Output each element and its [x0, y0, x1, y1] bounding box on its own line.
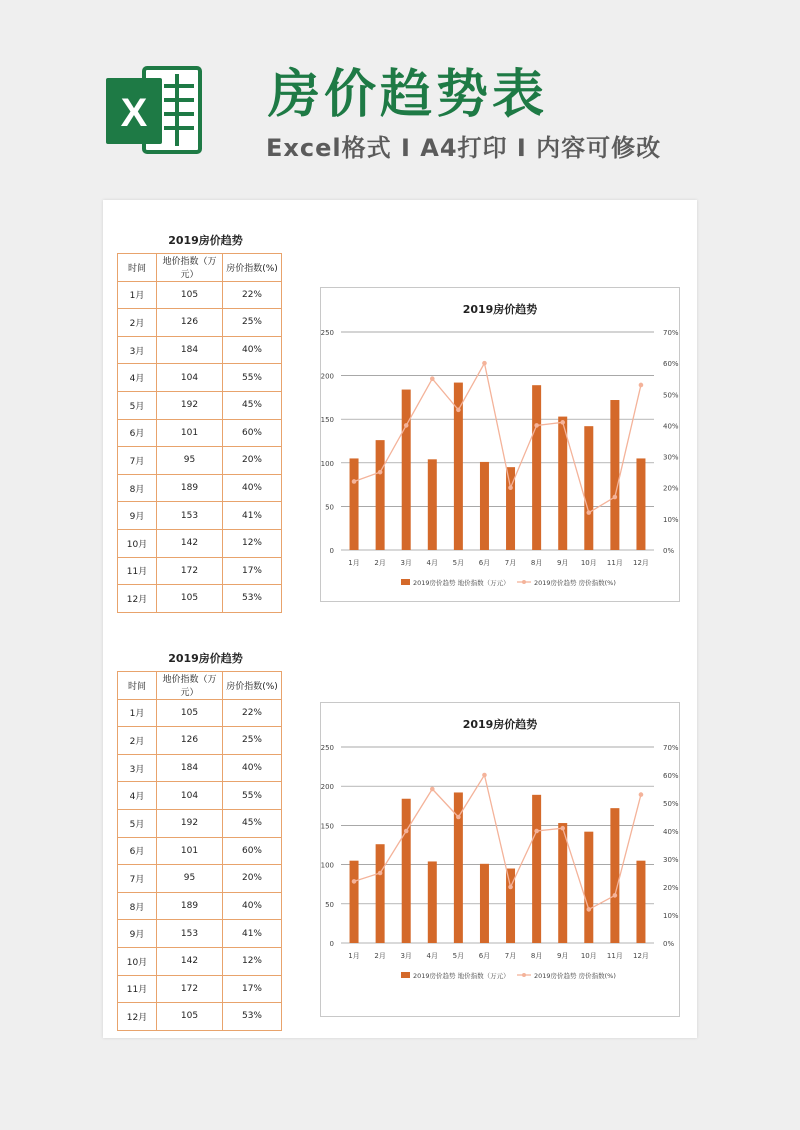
table-cell: 105: [157, 699, 223, 727]
y-right-tick-label: 70%: [663, 329, 679, 337]
bar: [558, 417, 567, 550]
page-subtitle: Excel格式 Ι A4打印 Ι 内容可修改: [266, 134, 662, 162]
bar: [584, 832, 593, 943]
table-cell: 4月: [118, 782, 157, 810]
table-cell: 95: [157, 865, 223, 893]
legend-line-marker: [522, 973, 526, 977]
table-row: [118, 1003, 282, 1031]
y-left-tick-label: 0: [329, 940, 334, 948]
document-sheet: [103, 200, 697, 1038]
x-tick-label: 6月: [478, 952, 491, 960]
table-cell: 3月: [118, 336, 157, 364]
bar: [428, 459, 437, 550]
bar: [402, 390, 411, 550]
x-tick-label: 8月: [530, 952, 543, 960]
x-tick-label: 11月: [606, 952, 623, 960]
table-cell: 5月: [118, 809, 157, 837]
table-header-cell: 房价指数(%): [223, 672, 282, 700]
x-tick-label: 11月: [606, 559, 623, 567]
table-cell: 9月: [118, 920, 157, 948]
table-row: [118, 837, 282, 865]
line-point: [482, 773, 487, 778]
x-tick-label: 3月: [400, 559, 412, 567]
table-cell: 7月: [118, 447, 157, 475]
x-tick-label: 4月: [426, 952, 439, 960]
y-right-tick-label: 30%: [663, 856, 679, 864]
table-cell: 1月: [118, 699, 157, 727]
header: [0, 0, 800, 180]
line-point: [586, 907, 591, 912]
legend-label: 2019房价趋势 房价指数(%): [534, 972, 616, 980]
table-cell: 45%: [223, 391, 282, 419]
table-cell: 142: [157, 947, 223, 975]
x-tick-label: 2月: [374, 559, 386, 567]
trend-block-2: [103, 616, 697, 1036]
line-point: [508, 885, 513, 890]
y-left-tick-label: 200: [321, 783, 334, 792]
table-cell: 126: [157, 727, 223, 755]
x-tick-label: 9月: [556, 952, 569, 960]
table-cell: 7月: [118, 865, 157, 893]
page-title: 房价趋势表: [268, 65, 549, 125]
table-cell: 12月: [118, 1003, 157, 1031]
line-point: [378, 470, 383, 475]
table-row: [118, 474, 282, 502]
table-row: [118, 699, 282, 727]
table-row: [118, 754, 282, 782]
table-row: [118, 809, 282, 837]
line-point: [404, 423, 409, 428]
table-cell: 8月: [118, 892, 157, 920]
table-cell: 45%: [223, 809, 282, 837]
table-cell: 105: [157, 281, 223, 309]
y-right-tick-label: 0%: [663, 547, 675, 555]
series-line: [354, 775, 641, 909]
trend-block-1: [103, 200, 697, 620]
table-cell: 192: [157, 391, 223, 419]
table-cell: 25%: [223, 727, 282, 755]
table-cell: 41%: [223, 920, 282, 948]
x-tick-label: 10月: [580, 952, 597, 960]
table-cell: 126: [157, 309, 223, 337]
legend-label: 2019房价趋势 地价指数（万元）: [413, 579, 510, 587]
legend-bar-swatch: [401, 972, 410, 978]
table-cell: 20%: [223, 865, 282, 893]
y-left-tick-label: 150: [321, 416, 334, 425]
table-cell: 101: [157, 419, 223, 447]
y-left-tick-label: 250: [321, 329, 334, 337]
table-cell: 12%: [223, 947, 282, 975]
table-title: 2019房价趋势: [168, 234, 243, 247]
table-header-cell: 地价指数（万元）: [157, 672, 223, 700]
table-row: [118, 975, 282, 1003]
y-left-tick-label: 50: [325, 900, 334, 909]
bar: [584, 426, 593, 550]
table-row: [118, 947, 282, 975]
table-cell: 2月: [118, 309, 157, 337]
table-cell: 104: [157, 364, 223, 392]
table-cell: 53%: [223, 585, 282, 613]
table-cell: 6月: [118, 837, 157, 865]
table-cell: 40%: [223, 474, 282, 502]
table-cell: 105: [157, 585, 223, 613]
x-tick-label: 4月: [426, 559, 439, 567]
table-cell: 17%: [223, 975, 282, 1003]
table-cell: 6月: [118, 419, 157, 447]
bar: [350, 861, 359, 943]
table-cell: 101: [157, 837, 223, 865]
y-left-tick-label: 50: [325, 503, 334, 512]
x-tick-label: 7月: [504, 559, 517, 567]
excel-logo-icon: [104, 60, 206, 160]
table-cell: 1月: [118, 281, 157, 309]
table-row: [118, 309, 282, 337]
price-table: [117, 253, 282, 613]
line-point: [352, 479, 357, 484]
table-cell: 172: [157, 557, 223, 585]
table-cell: 12%: [223, 529, 282, 557]
table-cell: 55%: [223, 782, 282, 810]
line-point: [378, 871, 383, 876]
table-header-row: [118, 672, 282, 700]
line-point: [430, 787, 435, 792]
line-point: [456, 815, 461, 820]
table-cell: 41%: [223, 502, 282, 530]
y-right-tick-label: 60%: [663, 360, 679, 369]
table-cell: 189: [157, 892, 223, 920]
table-cell: 53%: [223, 1003, 282, 1031]
x-tick-label: 8月: [530, 559, 543, 567]
x-tick-label: 7月: [504, 952, 517, 960]
table-row: [118, 391, 282, 419]
bar: [428, 861, 437, 943]
line-point: [586, 510, 591, 515]
x-tick-label: 12月: [632, 952, 649, 960]
y-right-tick-label: 40%: [663, 422, 679, 431]
y-left-tick-label: 100: [321, 459, 334, 468]
table-row: [118, 585, 282, 613]
table-row: [118, 447, 282, 475]
table-row: [118, 727, 282, 755]
table-header-cell: 时间: [118, 672, 157, 700]
y-right-tick-label: 30%: [663, 453, 679, 462]
table-cell: 10月: [118, 947, 157, 975]
table-cell: 172: [157, 975, 223, 1003]
bar: [636, 458, 645, 550]
table-cell: 95: [157, 447, 223, 475]
line-point: [560, 420, 565, 425]
table-cell: 3月: [118, 754, 157, 782]
table-cell: 2月: [118, 727, 157, 755]
table-row: [118, 865, 282, 893]
legend-label: 2019房价趋势 地价指数（万元）: [413, 972, 510, 980]
bar: [402, 799, 411, 943]
table-row: [118, 281, 282, 309]
x-tick-label: 10月: [580, 559, 597, 567]
y-right-tick-label: 70%: [663, 744, 679, 752]
line-point: [352, 879, 357, 884]
table-cell: 4月: [118, 364, 157, 392]
table-cell: 9月: [118, 502, 157, 530]
line-point: [639, 383, 644, 388]
y-left-tick-label: 150: [321, 822, 334, 831]
chart-title: 2019房价趋势: [462, 718, 538, 731]
line-point: [639, 792, 644, 797]
legend-label: 2019房价趋势 房价指数(%): [534, 579, 616, 587]
table-cell: 11月: [118, 975, 157, 1003]
line-point: [404, 829, 409, 834]
table-row: [118, 920, 282, 948]
bar: [480, 864, 489, 943]
table-cell: 12月: [118, 585, 157, 613]
price-table: [117, 671, 282, 1031]
x-tick-label: 6月: [478, 559, 491, 567]
line-point: [534, 829, 539, 834]
y-left-tick-label: 250: [321, 744, 334, 752]
chart-title: 2019房价趋势: [462, 303, 538, 316]
y-left-tick-label: 200: [321, 372, 334, 381]
legend-bar-swatch: [401, 579, 410, 585]
series-line: [354, 363, 641, 512]
legend-line-marker: [522, 580, 526, 584]
bar: [610, 400, 619, 550]
table-header-cell: 时间: [118, 254, 157, 282]
table-cell: 22%: [223, 699, 282, 727]
bar: [350, 458, 359, 550]
line-point: [613, 893, 618, 898]
x-tick-label: 2月: [374, 952, 386, 960]
x-tick-label: 1月: [348, 559, 360, 567]
combo-chart: [321, 288, 679, 601]
table-cell: 184: [157, 336, 223, 364]
table-header-row: [118, 254, 282, 282]
y-left-tick-label: 0: [329, 547, 334, 555]
table-cell: 192: [157, 809, 223, 837]
table-cell: 11月: [118, 557, 157, 585]
line-point: [613, 495, 618, 500]
bar: [532, 795, 541, 943]
table-cell: 17%: [223, 557, 282, 585]
table-cell: 20%: [223, 447, 282, 475]
table-cell: 55%: [223, 364, 282, 392]
x-tick-label: 5月: [452, 952, 465, 960]
line-point: [482, 361, 487, 366]
x-tick-label: 9月: [556, 559, 569, 567]
table-row: [118, 892, 282, 920]
y-right-tick-label: 10%: [663, 515, 679, 524]
x-tick-label: 5月: [452, 559, 465, 567]
y-right-tick-label: 20%: [663, 884, 679, 892]
table-row: [118, 557, 282, 585]
table-row: [118, 529, 282, 557]
table-row: [118, 364, 282, 392]
x-tick-label: 3月: [400, 952, 412, 960]
table-cell: 153: [157, 502, 223, 530]
table-cell: 184: [157, 754, 223, 782]
table-cell: 153: [157, 920, 223, 948]
y-right-tick-label: 20%: [663, 484, 679, 493]
table-row: [118, 782, 282, 810]
bar: [636, 861, 645, 943]
bar: [376, 844, 385, 943]
table-cell: 25%: [223, 309, 282, 337]
table-cell: 60%: [223, 837, 282, 865]
bar: [610, 808, 619, 943]
table-row: [118, 336, 282, 364]
line-point: [456, 408, 461, 413]
y-right-tick-label: 50%: [663, 800, 679, 808]
table-cell: 40%: [223, 754, 282, 782]
line-point: [560, 826, 565, 831]
bar: [376, 440, 385, 550]
excel-logo-letter: X: [120, 91, 148, 135]
combo-chart: [321, 703, 679, 999]
x-tick-label: 12月: [632, 559, 649, 567]
table-cell: 60%: [223, 419, 282, 447]
table-cell: 189: [157, 474, 223, 502]
y-left-tick-label: 100: [321, 861, 334, 870]
bar: [480, 462, 489, 550]
table-row: [118, 502, 282, 530]
y-right-tick-label: 40%: [663, 828, 679, 836]
table-header-cell: 房价指数(%): [223, 254, 282, 282]
y-right-tick-label: 0%: [663, 940, 675, 948]
table-cell: 40%: [223, 336, 282, 364]
table-cell: 104: [157, 782, 223, 810]
table-row: [118, 419, 282, 447]
table-cell: 5月: [118, 391, 157, 419]
table-cell: 142: [157, 529, 223, 557]
table-cell: 10月: [118, 529, 157, 557]
y-right-tick-label: 50%: [663, 391, 679, 400]
line-point: [508, 485, 513, 490]
table-cell: 105: [157, 1003, 223, 1031]
y-right-tick-label: 10%: [663, 912, 679, 920]
bar: [532, 385, 541, 550]
line-point: [534, 423, 539, 428]
table-cell: 8月: [118, 474, 157, 502]
line-point: [430, 376, 435, 381]
x-tick-label: 1月: [348, 952, 360, 960]
chart-container: [320, 702, 680, 1017]
table-header-cell: 地价指数（万元）: [157, 254, 223, 282]
table-title: 2019房价趋势: [168, 652, 243, 665]
table-cell: 22%: [223, 281, 282, 309]
bar: [558, 823, 567, 943]
table-cell: 40%: [223, 892, 282, 920]
chart-container: [320, 287, 680, 602]
y-right-tick-label: 60%: [663, 772, 679, 780]
